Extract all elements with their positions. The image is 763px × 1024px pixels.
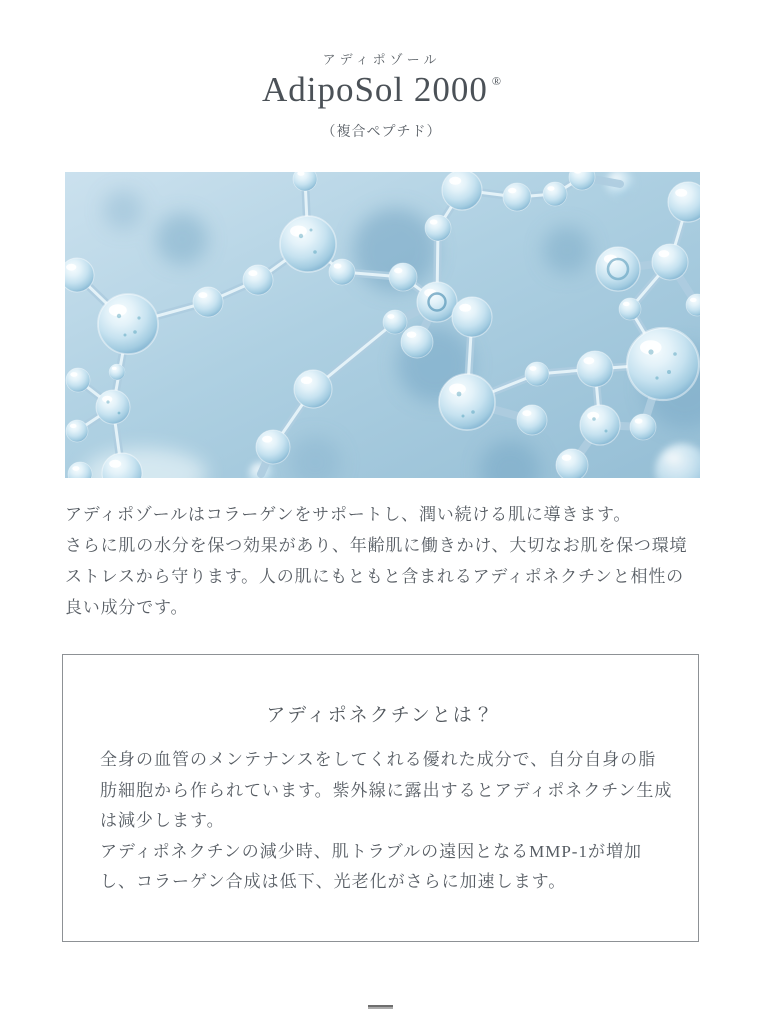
footer-divider bbox=[368, 1005, 393, 1009]
info-box-line: 肪細胞から作られています。紫外線に露出するとアディポネクチン生成 bbox=[100, 780, 673, 800]
product-kana-title: アディポゾール bbox=[322, 52, 441, 67]
description-line: ストレスから守ります。人の肌にもともと含まれるアディポネクチンと相性の bbox=[65, 567, 684, 586]
product-name: AdipoSol 2000 bbox=[261, 70, 488, 109]
description-line: さらに肌の水分を保つ効果があり、年齢肌に働きかけ、大切なお肌を保つ環境 bbox=[65, 536, 688, 555]
adiponectin-info-box bbox=[62, 654, 699, 942]
info-box-line: し、コラーゲン合成は低下、光老化がさらに加速します。 bbox=[100, 872, 567, 891]
info-box-line: は減少します。 bbox=[100, 811, 225, 830]
product-title bbox=[0, 70, 763, 110]
info-box-line: アディポネクチンの減少時、肌トラブルの遠因となるMMP-1が増加 bbox=[100, 841, 642, 861]
product-description bbox=[65, 499, 715, 623]
description-line: 良い成分です。 bbox=[65, 598, 189, 617]
molecule-structure-svg bbox=[65, 172, 700, 478]
molecule-structure-image bbox=[65, 172, 700, 478]
description-line: アディポゾールはコラーゲンをサポートし、潤い続ける肌に導きます。 bbox=[65, 505, 632, 524]
info-box-heading: アディポネクチンとは？ bbox=[266, 705, 495, 726]
info-box-line: 全身の血管のメンテナンスをしてくれる優れた成分で、自分自身の脂 bbox=[100, 750, 657, 769]
product-subtitle: （複合ペプチド） bbox=[321, 125, 442, 140]
registered-trademark-mark: ® bbox=[491, 74, 502, 88]
info-box-body bbox=[100, 745, 673, 898]
